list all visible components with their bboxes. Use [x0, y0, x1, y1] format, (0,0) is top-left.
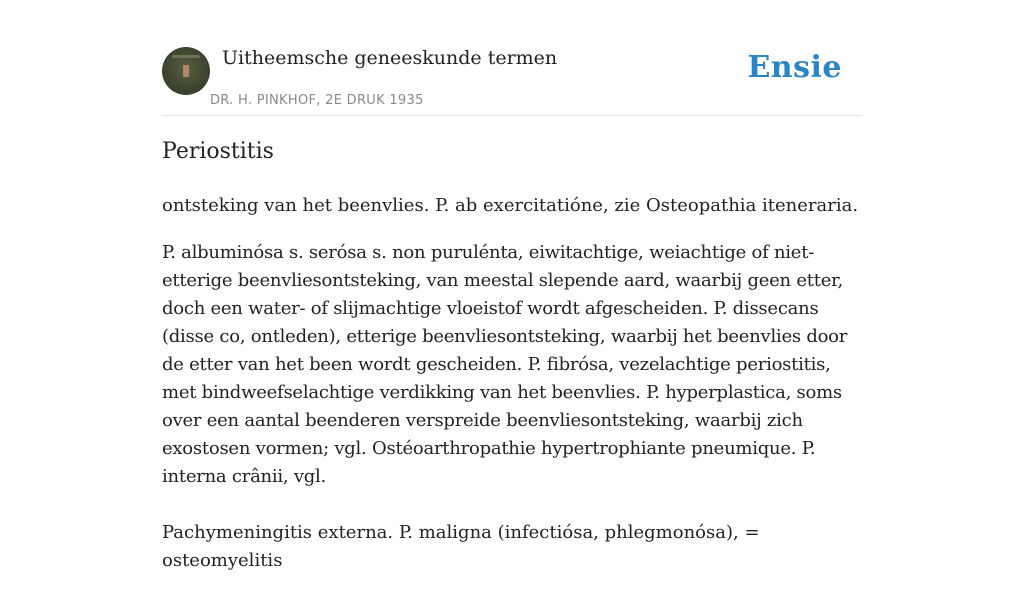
page-title: Periostitis — [162, 139, 274, 164]
book-cover-icon[interactable] — [162, 47, 210, 95]
entry-paragraph: P. albuminósa s. serósa s. non purulénta, eiwitachtige, weiachtige of niet-etterige beenvliesontsteking, van meestal slepende aard, waarbij geen etter, doch een water- of slijmachtige vloeistof wordt afgescheiden. P. dissecans (disse co, ontleden), etterige beenvliesontsteking, waarbij het beenvlies door de etter van het been wordt gescheiden. P. fibrósa, vezelachtige periostitis, met bindweefselachtige verdikking van het beenvlies. P. hyperplastica, soms over een aantal beenderen verspreide beenvliesontsteking, waarbij zich exostosen vormen; vgl. Ostéoarthropathie hypertrophiante pneumique. P. interna crânii, vgl. — [162, 242, 848, 487]
site-header — [162, 40, 862, 116]
entry-content — [162, 192, 866, 594]
book-author: DR. H. PINKHOF, 2E DRUK 1935 — [210, 93, 424, 108]
ensie-logo[interactable]: Ensie — [747, 50, 842, 85]
cover-emblem — [183, 65, 189, 77]
cover-band — [172, 55, 200, 58]
book-title[interactable]: Uitheemsche geneeskunde termen — [222, 47, 558, 69]
entry-paragraph: Pachymeningitis externa. P. maligna (infectiósa, phlegmonósa), = osteomyelitis — [162, 522, 760, 571]
entry-paragraph: ontsteking van het beenvlies. P. ab exercitatióne, zie Osteopathia iteneraria. — [162, 195, 859, 216]
